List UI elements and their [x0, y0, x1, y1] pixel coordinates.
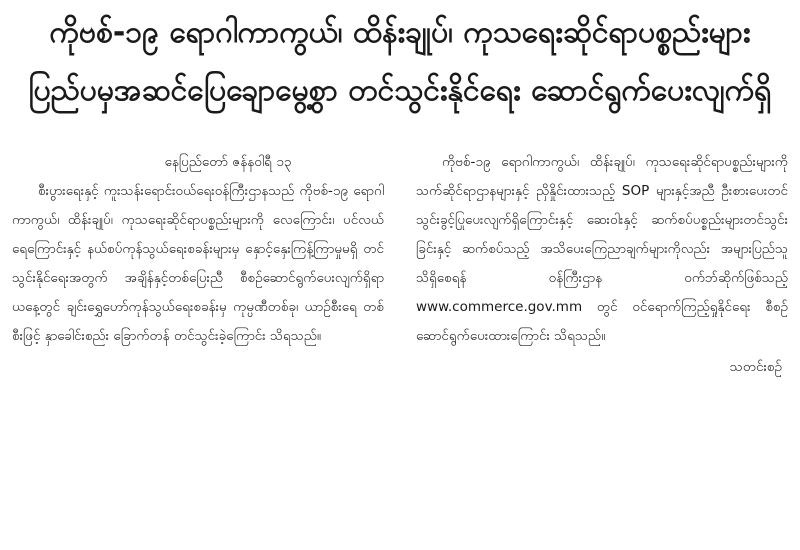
left-column [12, 148, 384, 351]
headline-line-1: ကိုဗစ်-၁၉ ရောဂါကာကွယ်၊ ထိန်းချုပ်၊ ကုသရေးဆိုင်ရာပစ္စည်းများ [49, 15, 751, 50]
right-paragraph: ကိုဗစ်-၁၉ ရောဂါကာကွယ်၊ ထိန်းချုပ်၊ ကုသရေးဆိုင်ရာပစ္စည်းများကို သက်ဆိုင်ရာဌာနများနှင့် ညှိနှိုင်းထားသည့် SOP များနှင့်အညီ ဦးစားပေးတင်သွင်းခွင့်ပြုပေးလျက်ရှိကြောင်းနှင့် ဆေးဝါးနှင့် ဆက်စပ်ပစ္စည်းများတင်သွင်းခြင်းနှင့် ဆက်စပ်သည့် အသိပေးကြေညာချက်များကိုလည်း အများပြည်သူသိရှိစေရန် ဝန်ကြီးဌာန ဝက်ဘ်ဆိုက်ဖြစ်သည့် www.commerce.gov.mm တွင် ဝင်ရောက်ကြည့်ရှုနိုင်ရေး စီစဉ်ဆောင်ရွက်ပေးထားကြောင်း သိရသည်။ [416, 154, 788, 344]
headline-line-2: ပြည်ပမှအဆင်ပြေချောမွေ့စွာ တင်သွင်းနိုင်ရေး ဆောင်ရွက်ပေးလျက်ရှိ [28, 73, 772, 108]
byline: သတင်းစဉ် [729, 359, 782, 375]
dateline: နေပြည်တော် ဇန်နဝါရီ ၁၃ [164, 154, 292, 170]
headline-divider [0, 140, 800, 143]
right-column [416, 148, 788, 382]
left-paragraph: စီးပွားရေးနှင့် ကူးသန်းရောင်းဝယ်ရေးဝန်ကြီးဌာနသည် ကိုဗစ်-၁၉ ရောဂါကာကွယ်၊ ထိန်းချုပ်၊ ကုသရေးဆိုင်ရာပစ္စည်းများကို လေကြောင်း၊ ပင်လယ်ရေကြောင်းနှင့် နယ်စပ်ကုန်သွယ်ရေးစခန်းများမှ နှောင့်နှေးကြန့်ကြာမှုမရှိ တင်သွင်းနိုင်ရေးအတွက် အချိန်နှင့်တစ်ပြေးညီ စီစဉ်ဆောင်ရွက်ပေးလျက်ရှိရာ ယနေ့တွင် ချင်းရွှေဟော်ကုန်သွယ်ရေးစခန်းမှ ကုမ္ပဏီတစ်ခု၊ ယာဉ်စီးရေ တစ်စီးဖြင့် နှာခေါင်းစည်း ခြောက်တန် တင်သွင်းခဲ့ကြောင်း သိရသည်။ [12, 183, 384, 344]
